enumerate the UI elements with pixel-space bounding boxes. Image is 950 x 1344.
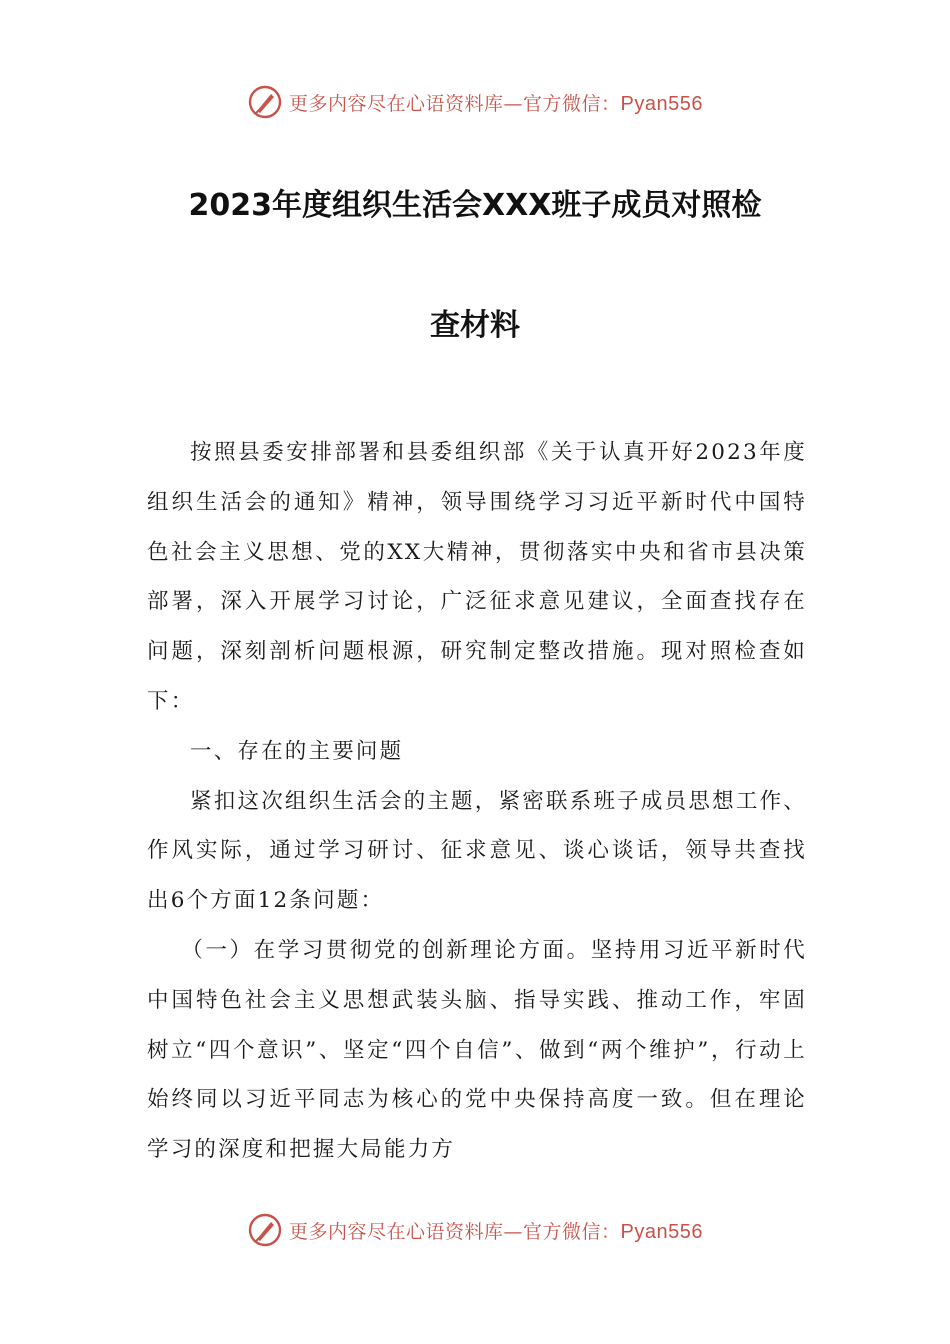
section-heading: 一、存在的主要问题: [190, 738, 404, 764]
paragraph-item-1: （一）在学习贯彻党的创新理论方面。坚持用习近平新时代中国特色社会主义思想武装头脑、指导实践、推动工作，牢固树立“四个意识”、坚定“四个自信”、做到“两个维护”，行动上始终同以习近平同志为核心的党中央保持高度一致。但在理论学习的深度和把握大局能力方: [147, 937, 807, 1163]
paragraph-intro: 按照县委安排部署和县委组织部《关于认真开好2023年度组织生活会的通知》精神，领导围绕学习习近平新时代中国特色社会主义思想、党的XX大精神，贯彻落实中央和省市县决策部署，深入开展学习讨论，广泛征求意见建议，全面查找存在问题，深刻剖析问题根源，研究制定整改措施。现对照检查如下：: [147, 440, 807, 714]
banner-text: 更多内容尽在心语资料库—官方微信：Pyan556: [289, 1220, 703, 1243]
quill-pen-logo-icon: [247, 1212, 283, 1248]
paragraph-summary: 紧扣这次组织生活会的主题，紧密联系班子成员思想工作、作风实际，通过学习研讨、征求意见、谈心谈话，领导共查找出6个方面12条问题：: [147, 788, 807, 914]
wechat-id: Pyan556: [620, 92, 703, 115]
footer-watermark-banner: [0, 1210, 950, 1250]
banner-text: 更多内容尽在心语资料库—官方微信：Pyan556: [289, 92, 703, 115]
document-body: [147, 428, 807, 1175]
header-watermark-banner: [0, 82, 950, 122]
quill-pen-logo-icon: [247, 84, 283, 120]
document-title-line-1: 2023年度组织生活会XXX班子成员对照检: [188, 188, 762, 223]
document-title-line-2: 查材料: [430, 308, 520, 343]
wechat-id: Pyan556: [620, 1220, 703, 1243]
